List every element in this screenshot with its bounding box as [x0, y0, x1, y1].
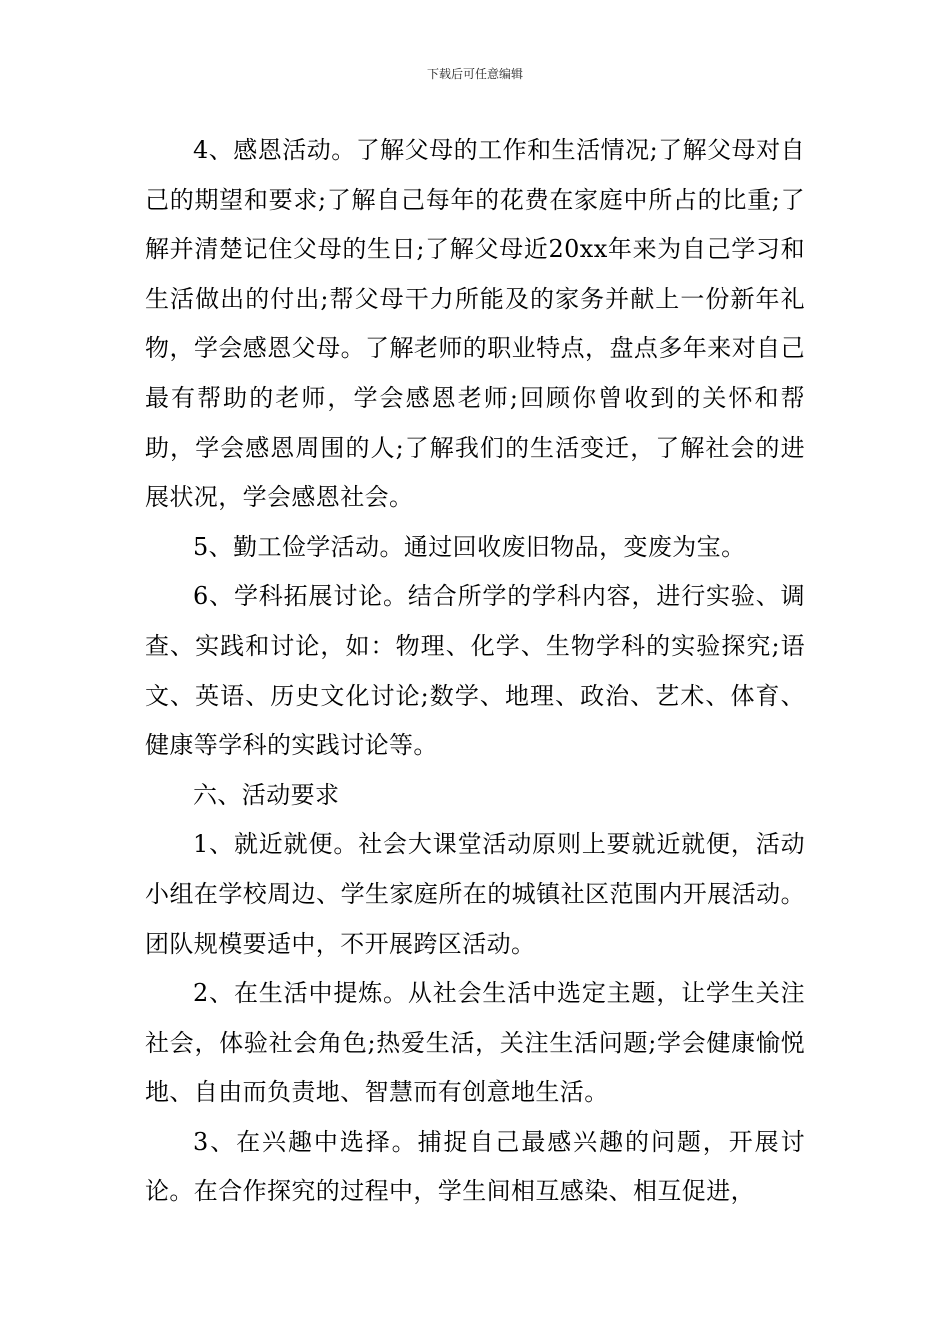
document-body: [145, 126, 805, 1217]
paragraph-gratitude-activity: 4、感恩活动。了解父母的工作和生活情况;了解父母对自己的期望和要求;了解自己每年的花费在家庭中所占的比重;了解并清楚记住父母的生日;了解父母近20xx年来为自己学习和生活做出的付出;帮父母干力所能及的家务并献上一份新年礼物，学会感恩父母。了解老师的职业特点，盘点多年来对自己最有帮助的老师，学会感恩老师;回顾你曾收到的关怀和帮助，学会感恩周围的人;了解我们的生活变迁，了解社会的进展状况，学会感恩社会。: [145, 136, 805, 512]
paragraph-choose-by-interest: 3、在兴趣中选择。捕捉自己最感兴趣的问题，开展讨论。在合作探究的过程中，学生间相互感染、相互促进，: [145, 1127, 805, 1206]
paragraph-work-study-activity: 5、勤工俭学活动。通过回收废旧物品，变废为宝。: [193, 532, 746, 561]
paragraph-nearby-convenience: 1、就近就便。社会大课堂活动原则上要就近就便，活动小组在学校周边、学生家庭所在的城镇社区范围内开展活动。团队规模要适中，不开展跨区活动。: [145, 830, 805, 958]
section-heading-activity-requirements: 六、活动要求: [193, 780, 340, 809]
paragraph-refine-from-life: 2、在生活中提炼。从社会生活中选定主题，让学生关注社会，体验社会角色;热爱生活，关注生活问题;学会健康愉悦地、自由而负责地、智慧而有创意地生活。: [145, 979, 805, 1107]
paragraph-subject-discussion: 6、学科拓展讨论。结合所学的学科内容，进行实验、调查、实践和讨论，如：物理、化学、生物学科的实验探究;语文、英语、历史文化讨论;数学、地理、政治、艺术、体育、健康等学科的实践讨论等。: [145, 582, 805, 760]
page-header: 下载后可任意编辑: [426, 67, 523, 81]
